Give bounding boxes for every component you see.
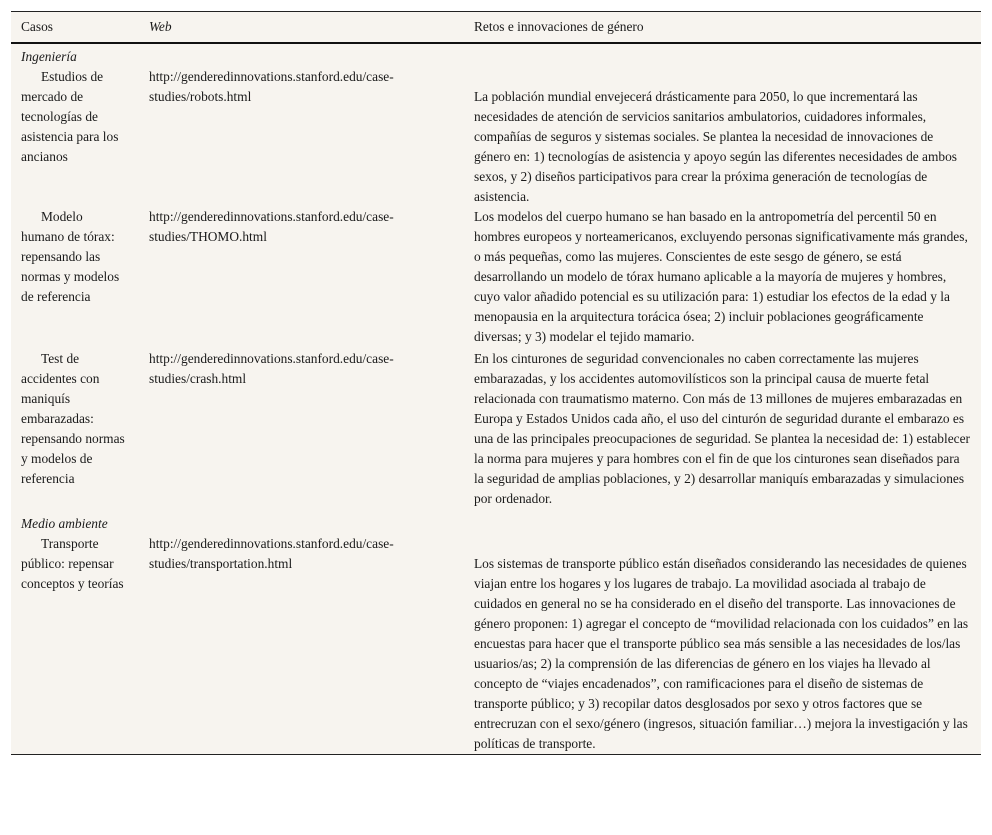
case-web-link-line1[interactable]: http://genderedinnovations.stanford.edu/case-	[149, 536, 394, 551]
case-name: Estudios de mercado de tecnologías de asistencia para los ancianos	[21, 69, 119, 164]
table-row	[11, 67, 981, 207]
case-retos: En los cinturones de seguridad convencionales no caben correctamente las mujeres embarazadas, y los accidentes automovilísticos son la principal causa de muerte fetal relacionada con traumatismo materno. Con más de 13 millones de mujeres embarazadas en Europa y Estados Unidos cada año, el uso del cinturón de seguridad durante el embarazo es una de las principales preocupaciones de seguridad. Se plantea la necesidad de: 1) establecer la norma para mujeres y para hombres con el fin de que los cinturones sean diseñados para la seguridad de amplias poblaciones, y 2) desarrollar maniquís embarazadas y simulaciones por ordenador.	[474, 351, 970, 506]
case-name: Transporte público: repensar conceptos y teorías	[21, 536, 124, 591]
case-web-link-line2[interactable]: studies/robots.html	[149, 89, 252, 104]
case-web-link-line1[interactable]: http://genderedinnovations.stanford.edu/case-	[149, 209, 394, 224]
case-web-link-line1[interactable]: http://genderedinnovations.stanford.edu/case-	[149, 351, 394, 366]
section-row-ingenieria	[11, 43, 981, 67]
case-web-link-line2[interactable]: studies/THOMO.html	[149, 229, 267, 244]
header-retos: Retos e innovaciones de género	[464, 12, 981, 43]
section-row-medio-ambiente	[11, 509, 981, 534]
table-row	[11, 347, 981, 509]
table-header-row	[11, 12, 981, 43]
spacer	[474, 534, 971, 554]
case-name: Test de accidentes con maniquís embarazadas: repensando normas y modelos de referencia	[21, 351, 125, 486]
case-retos	[464, 67, 981, 207]
spacer	[474, 67, 971, 87]
case-name: Modelo humano de tórax: repensando las normas y modelos de referencia	[21, 209, 120, 304]
gender-innovations-table	[11, 12, 981, 754]
case-web-link[interactable]	[139, 207, 464, 347]
case-retos-text: La población mundial envejecerá drásticamente para 2050, lo que incrementará las necesidades de atención de servicios sanitarios ambulatorios, cuidadores informales, compañías de seguros y sistemas sociales. Se plantea la necesidad de innovaciones de género en: 1) tecnologías de asistencia y apoyo según las diferentes necesidades de ambos sexos, y 2) diseños participativos para crear la próxima generación de tecnologías de asistencia.	[474, 89, 958, 204]
section-title: Medio ambiente	[21, 516, 108, 531]
header-casos: Casos	[11, 12, 139, 43]
gender-innovations-table-container	[11, 11, 981, 755]
case-web-link[interactable]	[139, 534, 464, 754]
case-retos	[464, 534, 981, 754]
table-row	[11, 534, 981, 754]
case-web-link[interactable]	[139, 347, 464, 509]
case-web-link[interactable]	[139, 67, 464, 207]
case-retos: Los modelos del cuerpo humano se han basado en la antropometría del percentil 50 en hombres europeos y norteamericanos, excluyendo personas significativamente más grandes, o más pequeñas, como las mujeres. Conscientes de este sesgo de género, se está desarrollando un modelo de tórax humano aplicable a la mayoría de mujeres y hombres, cuyo valor añadido potencial es su utilización para: 1) estudiar los efectos de la edad y la menopausia en la arquitectura torácica ósea; 2) incluir poblaciones geográficamente diversas; y 3) modelar el tejido mamario.	[474, 209, 968, 344]
case-retos-text: Los sistemas de transporte público están diseñados considerando las necesidades de quienes viajan entre los hogares y los lugares de trabajo. La movilidad asociada al trabajo de cuidados en general no se ha considerado en el diseño del transporte. Las innovaciones de género proponen: 1) agregar el concepto de “movilidad relacionada con los cuidados” en las encuestas para hacer que el transporte público sea más sensible a las necesidades de los/las usuarios/as; 2) la comprensión de las diferencias de género en los viajes ha llevado al concepto de “viajes encadenados”, con ramificaciones para el diseño de sistemas de transporte público; y 3) recopilar datos desglosados por sexo y otros factores que se entrecruzan con el sexo/género (ingresos, situación familiar…) mejora la investigación y las políticas de transporte.	[474, 556, 969, 751]
table-row	[11, 207, 981, 347]
header-web: Web	[139, 12, 464, 43]
case-web-link-line2[interactable]: studies/crash.html	[149, 371, 247, 386]
case-web-link-line1[interactable]: http://genderedinnovations.stanford.edu/case-	[149, 69, 394, 84]
case-web-link-line2[interactable]: studies/transportation.html	[149, 556, 293, 571]
section-title: Ingeniería	[21, 49, 77, 64]
